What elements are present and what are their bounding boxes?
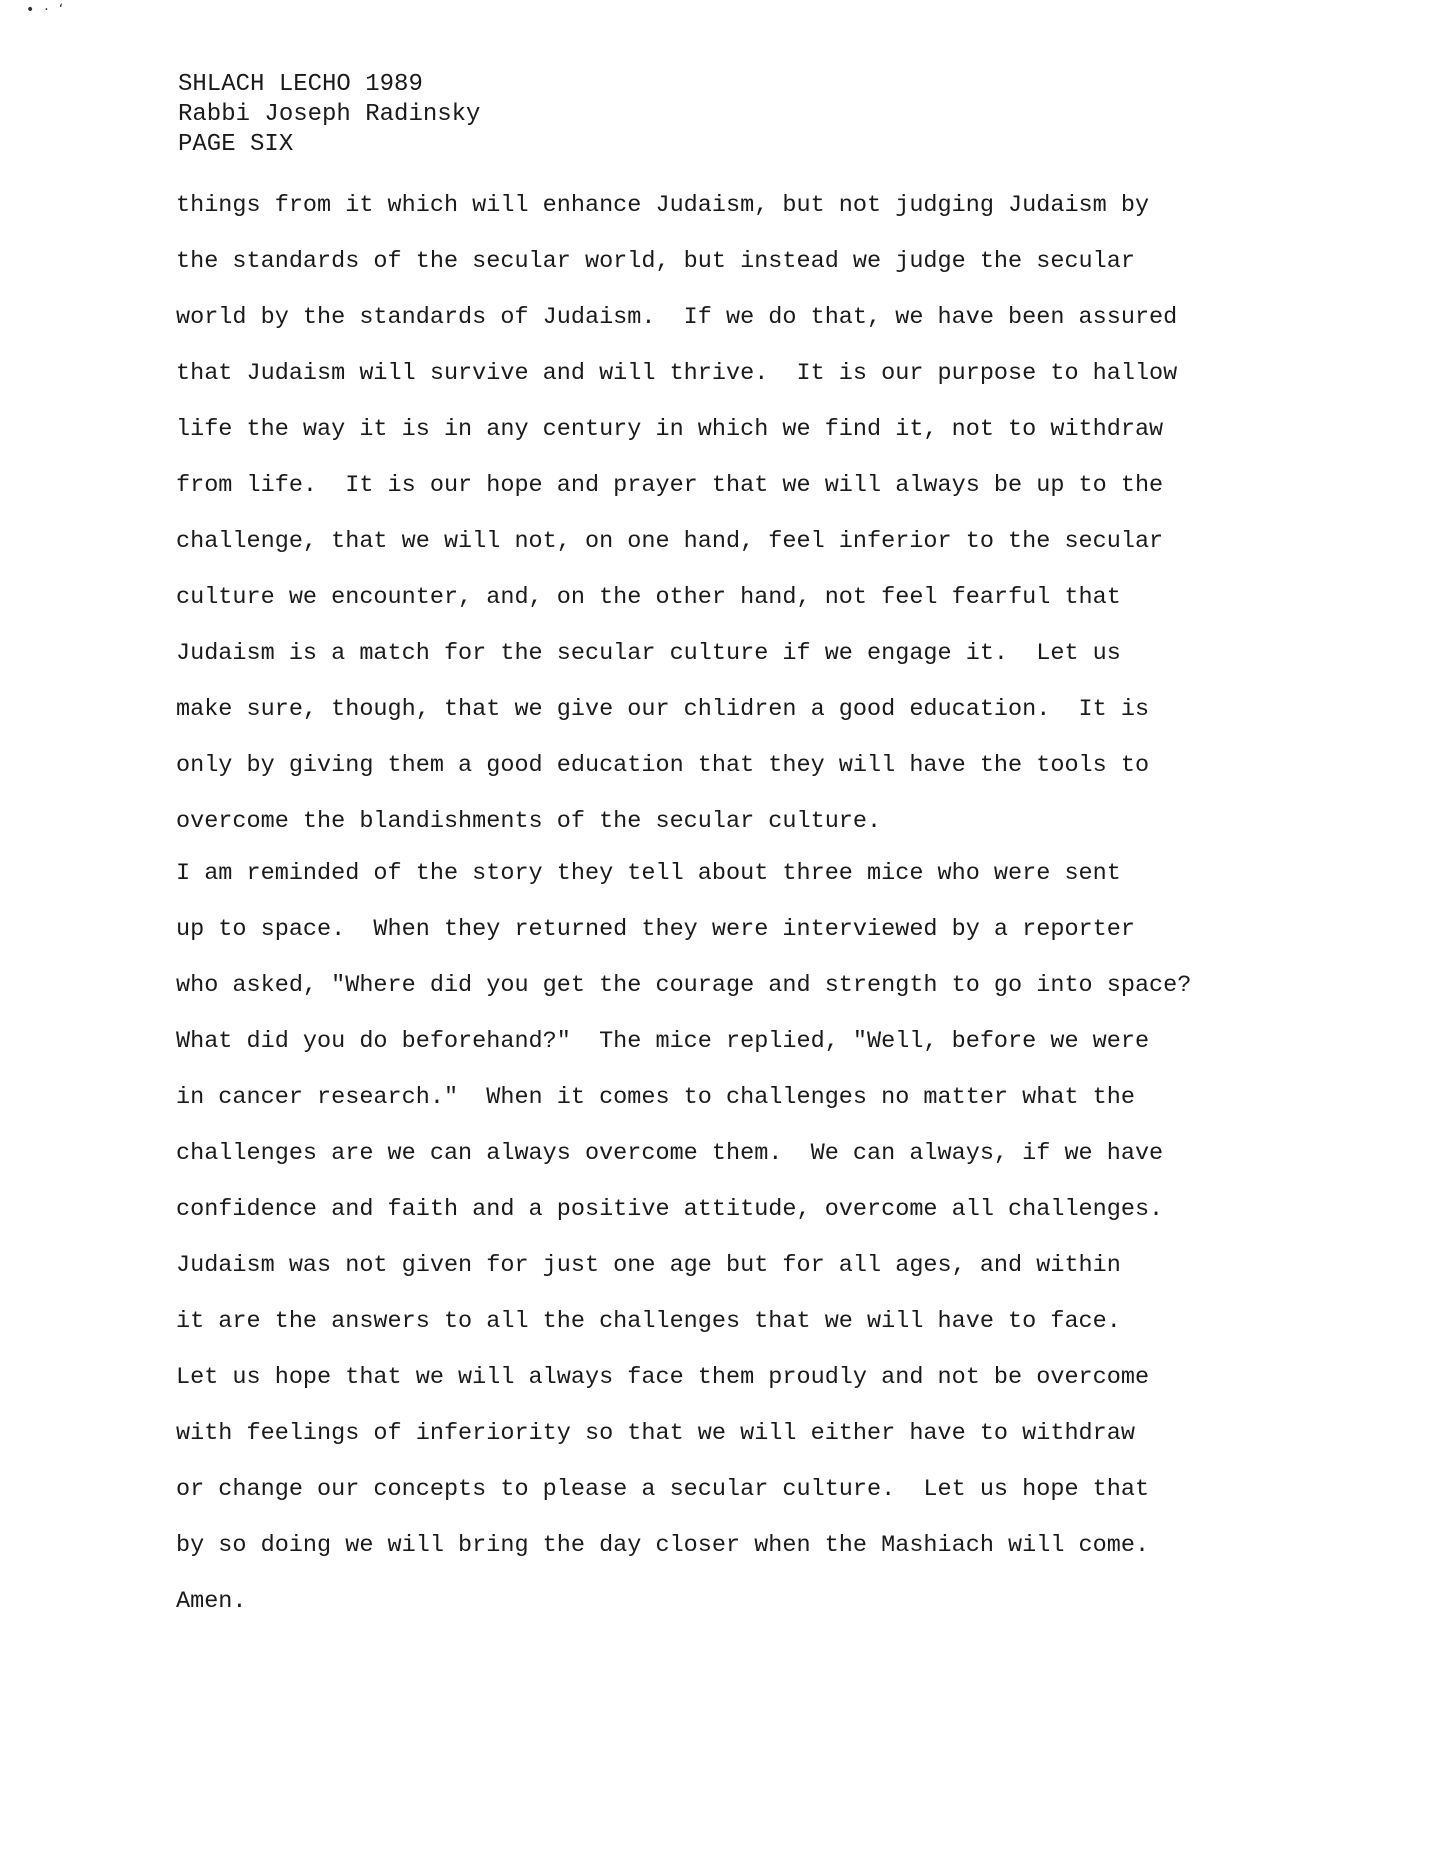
paragraph-1 xyxy=(176,178,1177,850)
text-line: the standards of the secular world, but instead we judge the secular xyxy=(176,248,1135,275)
text-line: Judaism was not given for just one age but for all ages, and within xyxy=(176,1252,1121,1279)
author-name: Rabbi Joseph Radinsky xyxy=(178,101,481,128)
paragraph-2 xyxy=(176,846,1191,1630)
text-line: Let us hope that we will always face them proudly and not be overcome xyxy=(176,1364,1150,1391)
sermon-title: SHLACH LECHO 1989 xyxy=(178,71,423,98)
text-line: make sure, though, that we give our chlidren a good education. It is xyxy=(176,696,1150,723)
text-line: things from it which will enhance Judaism, but not judging Judaism by xyxy=(176,192,1150,219)
text-line: life the way it is in any century in which we find it, not to withdraw xyxy=(176,416,1164,443)
text-line: Amen. xyxy=(176,1588,247,1615)
text-line: I am reminded of the story they tell about three mice who were sent xyxy=(176,860,1121,887)
text-line: who asked, "Where did you get the courage and strength to go into space? xyxy=(176,972,1192,999)
text-line: it are the answers to all the challenges that we will have to face. xyxy=(176,1308,1121,1335)
text-line: up to space. When they returned they were interviewed by a reporter xyxy=(176,916,1135,943)
text-line: world by the standards of Judaism. If we do that, we have been assured xyxy=(176,304,1178,331)
text-line: with feelings of inferiority so that we will either have to withdraw xyxy=(176,1420,1135,1447)
text-line: or change our concepts to please a secular culture. Let us hope that xyxy=(176,1476,1150,1503)
text-line: challenge, that we will not, on one hand, feel inferior to the secular xyxy=(176,528,1164,555)
text-line: culture we encounter, and, on the other hand, not feel fearful that xyxy=(176,584,1121,611)
text-line: by so doing we will bring the day closer when the Mashiach will come. xyxy=(176,1532,1150,1559)
text-line: only by giving them a good education that they will have the tools to xyxy=(176,752,1150,779)
page-number: PAGE SIX xyxy=(178,131,294,158)
text-line: that Judaism will survive and will thrive. It is our purpose to hallow xyxy=(176,360,1178,387)
text-line: overcome the blandishments of the secular culture. xyxy=(176,808,882,835)
text-line: confidence and faith and a positive attitude, overcome all challenges. xyxy=(176,1196,1164,1223)
text-line: challenges are we can always overcome them. We can always, if we have xyxy=(176,1140,1164,1167)
text-line: from life. It is our hope and prayer that we will always be up to the xyxy=(176,472,1164,499)
text-line: in cancer research." When it comes to challenges no matter what the xyxy=(176,1084,1135,1111)
scan-artifact: •·‘ xyxy=(26,2,74,18)
text-line: What did you do beforehand?" The mice replied, "Well, before we were xyxy=(176,1028,1150,1055)
text-line: Judaism is a match for the secular culture if we engage it. Let us xyxy=(176,640,1121,667)
page-header xyxy=(178,70,480,160)
